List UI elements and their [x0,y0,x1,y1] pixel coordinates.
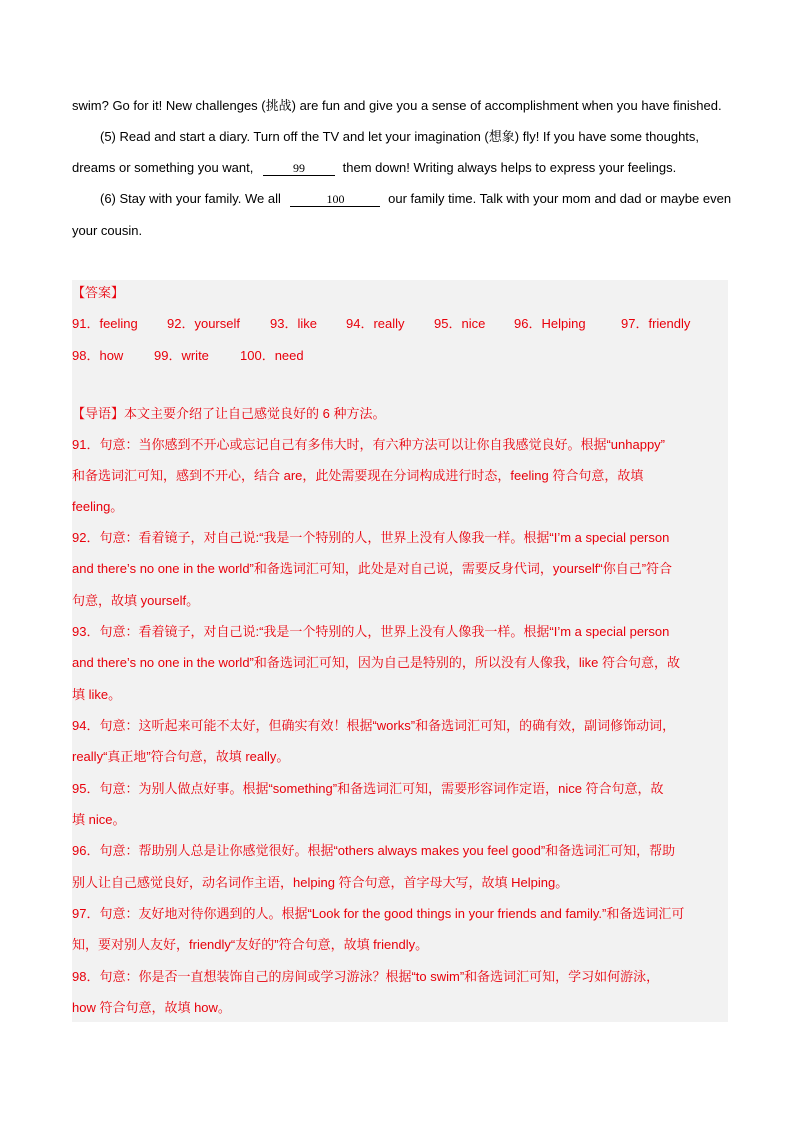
explanation-line: really“真正地”符合句意，故填 really。 [72,749,290,764]
blank-100: 100 [290,192,380,207]
explanation-line: 和备选词汇可知，感到不开心，结合 are，此处需要现在分词构成进行时态，feeling 符合句意，故填 [72,468,644,483]
explanation-line: 98．句意：你是否一直想装饰自己的房间或学习游泳？根据“to swim”和备选词汇可知，学习如何游泳， [72,969,660,984]
passage-text: them down! Writing always helps to express your feelings. [342,160,677,175]
blank-99: 99 [263,161,335,176]
explanation-line: 填 like。 [72,687,122,702]
explanation-line: 94．句意：这听起来可能不太好，但确实有效！根据“works”和备选词汇可知，的确有效，副词修饰动词， [72,718,676,733]
passage-paragraph-5-cont [72,159,676,177]
answer-item: 93．like [270,316,317,331]
explanation-line: 91．句意：当你感到不开心或忘记自己有多伟大时，有六种方法可以让你自我感觉良好。根据“unhappy” [72,437,665,452]
answer-item: 92．yourself [167,316,240,331]
answer-item: 97．friendly [621,316,691,331]
explanation-line: 96．句意：帮助别人总是让你感觉很好。根据“others always makes you feel good”和备选词汇可知，帮助 [72,843,676,858]
answer-item: 94．really [346,316,405,331]
explanation-line: 95．句意：为别人做点好事。根据“something”和备选词汇可知，需要形容词作定语，nice 符合句意，故 [72,781,664,796]
answer-header: 【答案】 [72,285,125,300]
explanation-line: 知，要对别人友好，friendly“友好的”符合句意，故填 friendly。 [72,937,429,952]
passage-paragraph-6 [100,190,731,208]
answer-item: 100．need [240,348,304,363]
explanation-line: and there’s no one in the world”和备选词汇可知，因为自己是特别的，所以没有人像我，like 符合句意，故 [72,655,680,670]
answer-item: 95．nice [434,316,486,331]
explanation-line: and there’s no one in the world”和备选词汇可知，此处是对自己说，需要反身代词，yourself“你自己”符合 [72,561,673,576]
passage-text: dreams or something you want, [72,160,254,175]
explanation-line: how 符合句意，故填 how。 [72,1000,231,1015]
explanation-line: feeling。 [72,499,124,514]
answer-item: 91．feeling [72,316,138,331]
explanation-line: 97．句意：友好地对待你遇到的人。根据“Look for the good things in your friends and family.”和备选词汇可 [72,906,685,921]
passage-line: swim? Go for it! New challenges (挑战) are fun and give you a sense of accomplishment when you have finished. [72,98,722,113]
answer-item: 99．write [154,348,209,363]
passage-paragraph-6-cont: your cousin. [72,223,143,238]
explanation-line: 93．句意：看着镜子，对自己说:“我是一个特别的人，世界上没有人像我一样。根据“I’m a special person [72,624,670,639]
explanation-line: 填 nice。 [72,812,126,827]
answer-item: 96．Helping [514,316,586,331]
passage-paragraph-5: (5) Read and start a diary. Turn off the TV and let your imagination (想象) fly! If you have some thoughts, [100,129,700,144]
explanation-line: 句意，故填 yourself。 [72,593,200,608]
explanation-line: 92．句意：看着镜子，对自己说:“我是一个特别的人，世界上没有人像我一样。根据“I’m a special person [72,530,670,545]
passage-text: our family time. Talk with your mom and dad or maybe even [388,191,732,206]
explanation-line: 别人让自己感觉良好，动名词作主语，helping 符合句意，首字母大写，故填 Helping。 [72,875,569,890]
answer-item: 98．how [72,348,124,363]
explanation-line: 【导语】本文主要介绍了让自己感觉良好的 6 种方法。 [72,406,386,421]
passage-text: (6) Stay with your family. We all [100,191,281,206]
